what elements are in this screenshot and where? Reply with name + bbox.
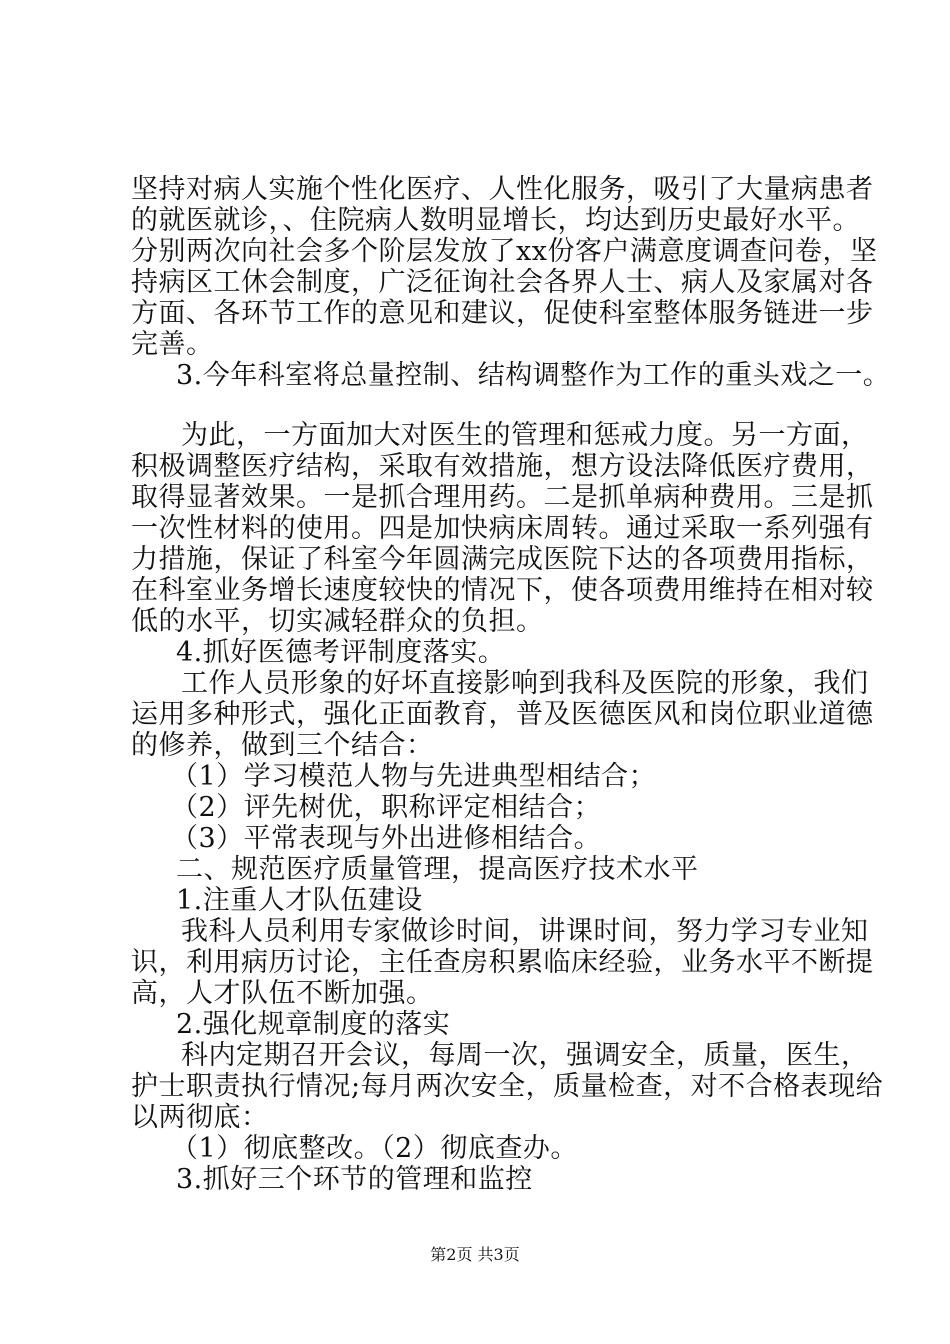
text-line: 取得显著效果。一是抓合理用药。二是抓单病种费用。三是抓 (131, 482, 874, 513)
section-heading: 2.强化规章制度的落实 (176, 1009, 451, 1040)
text-line: 在科室业务增长速度较快的情况下，使各项费用维持在相对较 (131, 575, 874, 606)
text-line: 的就医就诊，、住院病人数明显增长，均达到历史最好水平。 (131, 205, 860, 236)
text-line: 力措施，保证了科室今年圆满完成医院下达的各项费用指标， (131, 544, 874, 575)
text-line: 工作人员形象的好坏直接影响到我科及医院的形象，我们 (181, 668, 869, 699)
section-heading: 3.抓好三个环节的管理和监控 (176, 1164, 533, 1195)
list-item: （1）学习模范人物与先进典型相结合； (171, 761, 657, 792)
text-line: 完善。 (131, 329, 214, 360)
list-item: （2）评先树优，职称评定相结合； (171, 792, 602, 823)
section-heading: 二、规范医疗质量管理，提高医疗技术水平 (176, 854, 699, 885)
text-line: 方面、各环节工作的意见和建议，促使科室整体服务链进一步 (131, 298, 874, 329)
text-line: 一次性材料的使用。四是加快病床周转。通过采取一系列强有 (131, 513, 874, 544)
text-line: 低的水平，切实减轻群众的负担。 (131, 606, 544, 637)
text-line: 我科人员利用专家做诊时间，讲课时间，努力学习专业知 (181, 916, 869, 947)
text-line: 高，人才队伍不断加强。 (131, 978, 434, 1009)
text-line: 以两彻底： (131, 1102, 269, 1133)
text-line: 积极调整医疗结构，采取有效措施，想方设法降低医疗费用， (131, 451, 874, 482)
text-line: 科内定期召开会议，每周一次，强调安全，质量，医生， (181, 1040, 869, 1071)
section-heading: 1.注重人才队伍建设 (176, 885, 423, 916)
text-line: 分别两次向社会多个阶层发放了xx份客户满意度调查问卷，坚 (131, 236, 878, 267)
page-footer: 第2页 共3页 (430, 1245, 520, 1264)
text-line: 坚持对病人实施个性化医疗、人性化服务，吸引了大量病患者 (131, 174, 874, 205)
section-heading: 3.今年科室将总量控制、结构调整作为工作的重头戏之一。 (176, 360, 891, 391)
list-item: （1）彻底整改。（2）彻底查办。 (171, 1133, 578, 1164)
text-line: 的修养，做到三个结合： (131, 730, 434, 761)
list-item: （3）平常表现与外出进修相结合。 (171, 823, 602, 854)
text-line: 持病区工休会制度，广泛征询社会各界人士、病人及家属对各 (131, 267, 874, 298)
section-heading: 4.抓好医德考评制度落实。 (176, 637, 506, 668)
text-line: 运用多种形式，强化正面教育，普及医德医风和岗位职业道德 (131, 699, 874, 730)
text-line: 识，利用病历讨论，主任查房积累临床经验，业务水平不断提 (131, 947, 874, 978)
text-line: 护士职责执行情况;每月两次安全，质量检查，对不合格表现给 (131, 1071, 884, 1102)
text-line: 为此，一方面加大对医生的管理和惩戒力度。另一方面， (181, 420, 869, 451)
